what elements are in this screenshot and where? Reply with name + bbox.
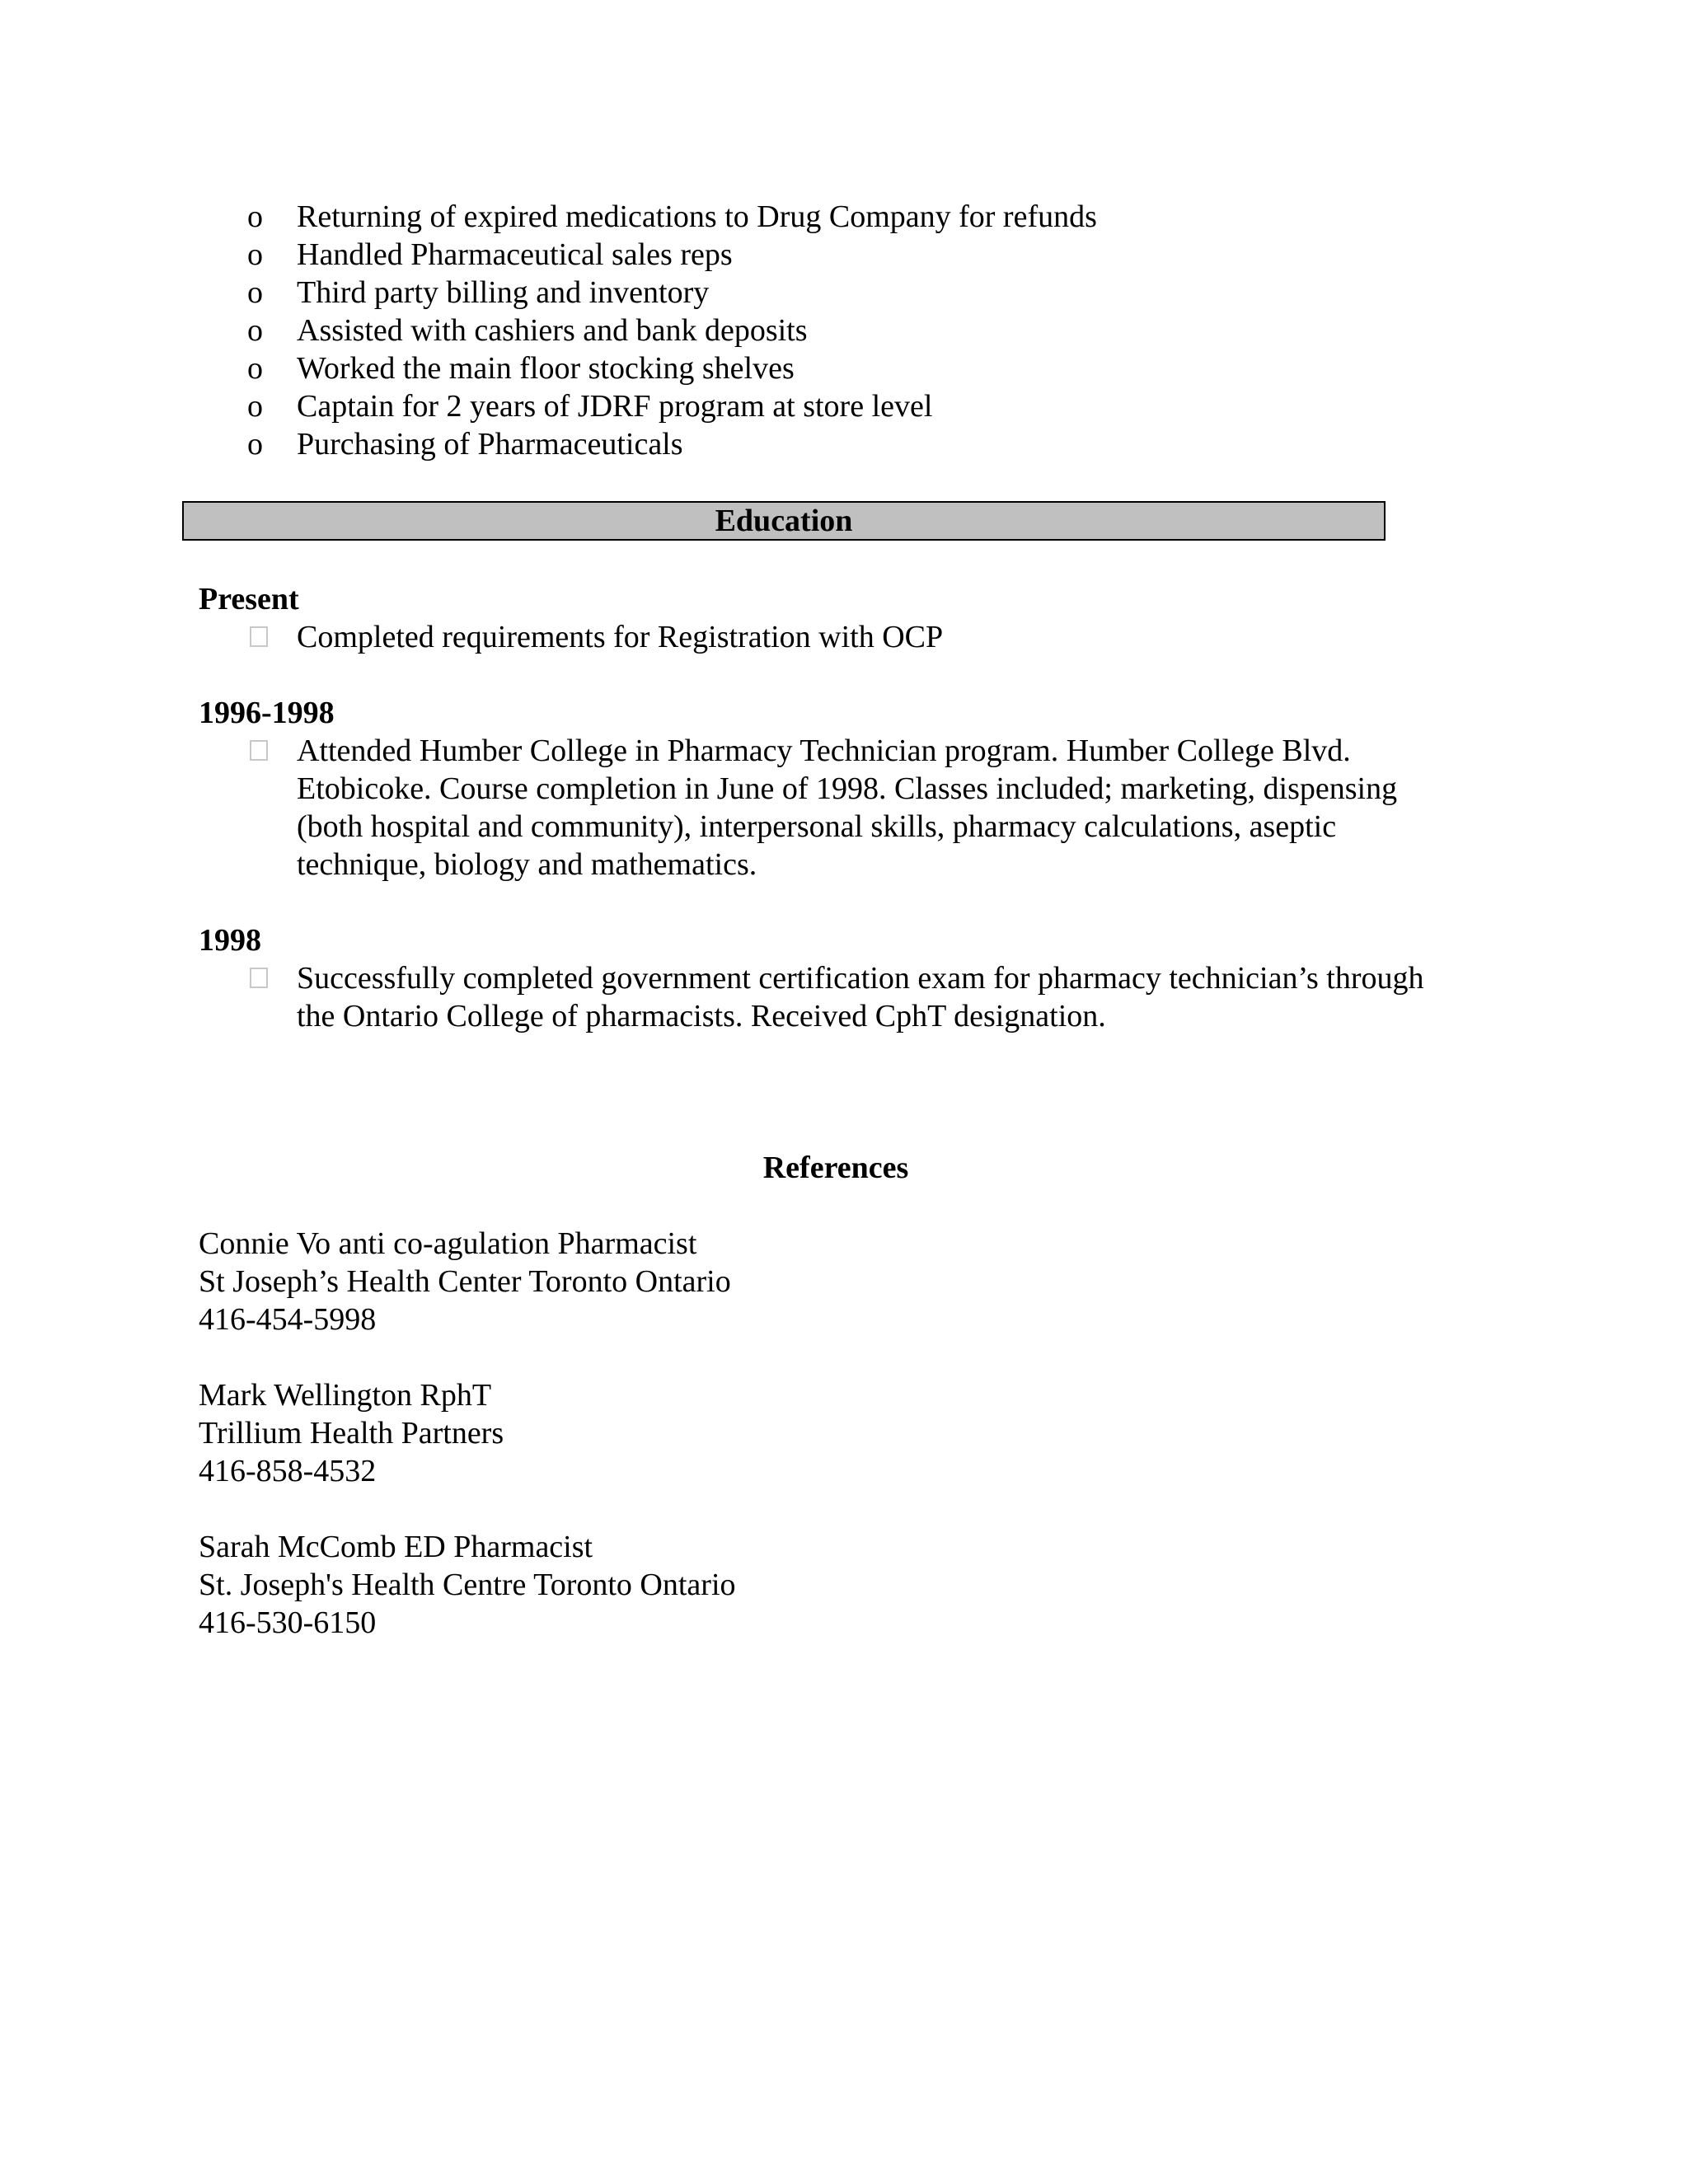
education-year-heading: 1998	[199, 923, 261, 958]
reference-phone: 416-858-4532	[199, 1454, 377, 1488]
bullet-o: o	[247, 275, 263, 310]
reference-name: Connie Vo anti co-agulation Pharmacist	[199, 1226, 697, 1261]
duty-text: Assisted with cashiers and bank deposits	[297, 313, 808, 348]
education-line: the Ontario College of pharmacists. Received CphT designation.	[297, 999, 1106, 1033]
education-line: Successfully completed government certification exam for pharmacy technician’s through	[297, 961, 1424, 996]
duty-text: Purchasing of Pharmaceuticals	[297, 427, 683, 462]
education-line: Completed requirements for Registration with OCP	[297, 620, 944, 654]
duty-text: Worked the main floor stocking shelves	[297, 351, 795, 386]
checkbox-bullet-icon	[250, 968, 268, 988]
bullet-o: o	[247, 313, 263, 348]
duty-text: Returning of expired medications to Drug Company for refunds	[297, 199, 1097, 234]
checkbox-bullet-icon	[250, 740, 268, 761]
reference-organization: Trillium Health Partners	[199, 1416, 504, 1451]
education-year-heading: Present	[199, 582, 299, 616]
reference-phone: 416-454-5998	[199, 1302, 377, 1337]
reference-name: Sarah McComb ED Pharmacist	[199, 1530, 593, 1564]
bullet-o: o	[247, 237, 263, 272]
education-line: (both hospital and community), interpersonal skills, pharmacy calculations, aseptic	[297, 809, 1337, 844]
bullet-o: o	[247, 199, 263, 234]
duty-text: Third party billing and inventory	[297, 275, 710, 310]
bullet-o: o	[247, 351, 263, 386]
duty-text: Handled Pharmaceutical sales reps	[297, 237, 733, 272]
bullet-o: o	[247, 389, 263, 424]
reference-organization: St. Joseph's Health Centre Toronto Ontario	[199, 1568, 736, 1602]
duty-text: Captain for 2 years of JDRF program at store level	[297, 389, 933, 424]
education-year-heading: 1996-1998	[199, 696, 335, 730]
reference-organization: St Joseph’s Health Center Toronto Ontario	[199, 1264, 731, 1299]
reference-phone: 416-530-6150	[199, 1605, 377, 1640]
checkbox-bullet-icon	[250, 626, 268, 647]
education-line: Attended Humber College in Pharmacy Technician program. Humber College Blvd.	[297, 733, 1351, 768]
education-line: Etobicoke. Course completion in June of 1998. Classes included; marketing, dispensing	[297, 771, 1398, 806]
education-line: technique, biology and mathematics.	[297, 847, 757, 882]
education-section-header: Education	[182, 501, 1386, 541]
references-heading: References	[762, 1151, 909, 1185]
reference-name: Mark Wellington RphT	[199, 1378, 492, 1413]
bullet-o: o	[247, 427, 263, 462]
